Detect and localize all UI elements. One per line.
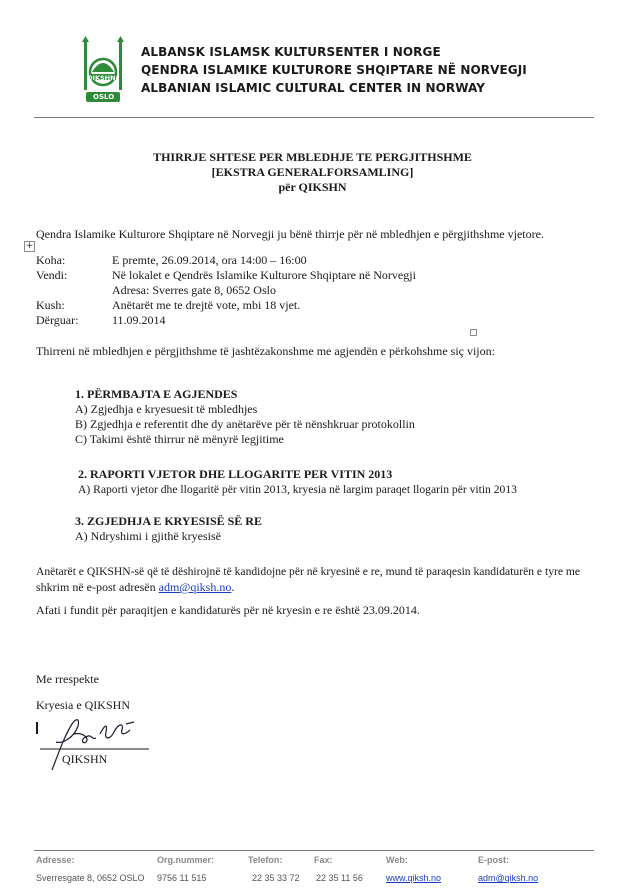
- header-divider: [34, 117, 594, 118]
- signature-name: QIKSHN: [62, 752, 108, 766]
- vendi-label: Vendi:: [36, 268, 68, 282]
- footer-fax-label: Fax:: [314, 855, 333, 865]
- footer-email-label: E-post:: [478, 855, 509, 865]
- deadline-paragraph: Afati i fundit për paraqitjen e kandidaturës për në kryesin e re është 23.09.2014.: [36, 603, 420, 617]
- footer-web-label: Web:: [386, 855, 408, 865]
- agenda-section-2-title: 2. RAPORTI VJETOR DHE LLOGARITE PER VITIN 2013: [78, 467, 393, 481]
- footer-phone-label: Telefon:: [248, 855, 283, 865]
- koha-label: Koha:: [36, 253, 66, 267]
- footer-org-label: Org.nummer:: [157, 855, 215, 865]
- agenda-item-2a: A) Raporti vjetor dhe llogaritë për vitin 2013, kryesia në largim paraqet llogarin për vitin 2013: [78, 483, 517, 496]
- kush-label: Kush:: [36, 298, 65, 312]
- intro-paragraph: Qendra Islamike Kulturore Shqiptare në Norvegji ju bënë thirrje për në mbledhjen e përgjithshme vjetore.: [36, 227, 544, 241]
- footer-divider: [34, 850, 594, 851]
- org-name-english: ALBANIAN ISLAMIC CULTURAL CENTER IN NORWAY: [141, 81, 486, 95]
- koha-value: E premte, 26.09.2014, ora 14:00 – 16:00: [112, 253, 307, 267]
- footer-email-link[interactable]: adm@qiksh.no: [478, 873, 539, 883]
- org-name-albanian: QENDRA ISLAMIKE KULTURORE SHQIPTARE NË NORVEGJI: [141, 63, 527, 77]
- agenda-section-3-title: 3. ZGJEDHJA E KRYESISË SË RE: [75, 514, 262, 528]
- footer-web-link[interactable]: www.qiksh.no: [386, 873, 442, 883]
- candidates-paragraph-line1: Anëtarët e QIKSHN-së që të dëshirojnë të kandidojne për në kryesinë e re, mund të paraqesin kandidaturën e tyre me: [36, 565, 581, 578]
- document-title-line2: [EKSTRA GENERALFORSAMLING]: [211, 165, 414, 179]
- document-title-line1: THIRRJE SHTESE PER MBLEDHJE TE PERGJITHSHME: [153, 150, 472, 164]
- footer-address-label: Adresse:: [36, 855, 75, 865]
- table-resize-handle[interactable]: [470, 329, 477, 336]
- derguar-value: 11.09.2014: [112, 313, 166, 327]
- org-name-norwegian: ALBANSK ISLAMSK KULTURSENTER I NORGE: [141, 45, 441, 59]
- agenda-item-1b: B) Zgjedhja e referentit dhe dy anëtarëve për të nënshkruar protokollin: [75, 417, 415, 431]
- logo-text-top: QIKSHN: [87, 74, 116, 82]
- regards-text: Me rrespekte: [36, 672, 99, 686]
- derguar-label: Dërguar:: [36, 313, 79, 327]
- agenda-intro: Thirreni në mbledhjen e përgjithshme të jashtëzakonshme me agjendën e përkohshme siç vijon:: [36, 344, 495, 358]
- agenda-section-1-title: 1. PËRMBAJTA E AGJENDES: [75, 387, 238, 401]
- footer-address-value: Sverresgate 8, 0652 OSLO: [36, 873, 145, 883]
- agenda-item-3a: A) Ndryshimi i gjithë kryesisë: [75, 529, 221, 543]
- email-link[interactable]: adm@qiksh.no: [158, 580, 232, 594]
- board-text: Kryesia e QIKSHN: [36, 698, 130, 712]
- candidates-paragraph-line2: [36, 580, 234, 594]
- organization-logo: [78, 36, 128, 104]
- document-title-line3: për QIKSHN: [278, 180, 347, 194]
- kush-value: Anëtarët me te drejtë vote, mbi 18 vjet.: [112, 298, 301, 312]
- footer-fax-value: 22 35 11 56: [316, 873, 363, 883]
- candidates-line2-text: shkrim në e-post adresën: [36, 580, 159, 594]
- logo-text-bottom: OSLO: [93, 93, 115, 101]
- candidates-line2-end: .: [231, 580, 235, 594]
- footer-org-value: 9756 11 515: [157, 873, 207, 883]
- footer-phone-value: 22 35 33 72: [252, 873, 300, 883]
- vendi-value-address: Adresa: Sverres gate 8, 0652 Oslo: [112, 283, 276, 297]
- table-move-handle-icon[interactable]: +: [25, 241, 34, 251]
- agenda-item-1a: A) Zgjedhja e kryesuesit të mbledhjes: [75, 402, 258, 416]
- agenda-item-1c: C) Takimi është thirrur në mënyrë legjitime: [75, 432, 284, 446]
- vendi-value-location: Në lokalet e Qendrës Islamike Kulturore Shqiptare në Norvegji: [112, 268, 416, 282]
